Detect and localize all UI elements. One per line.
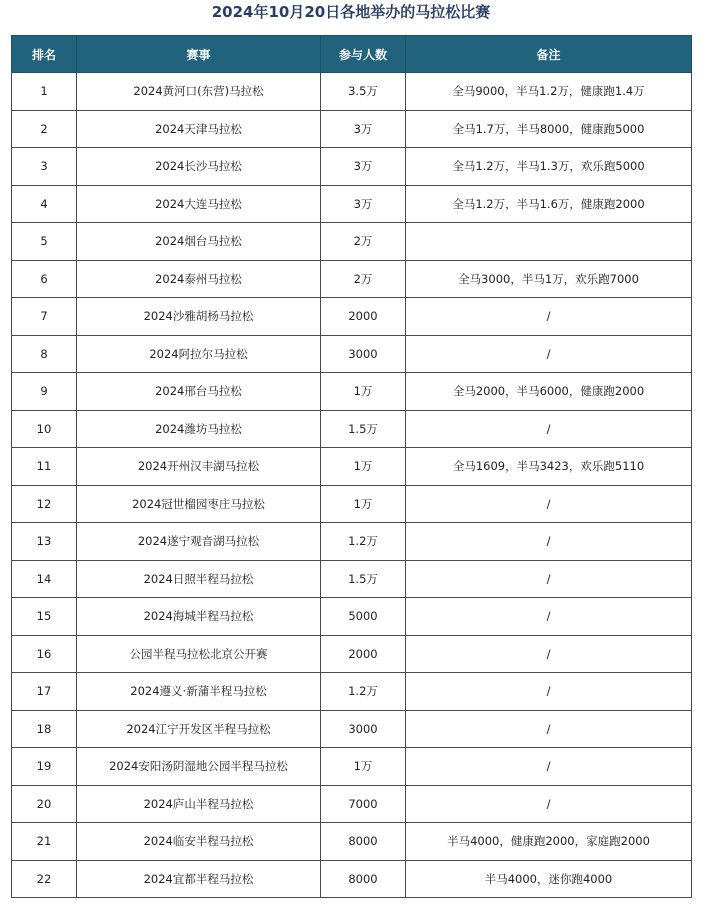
cell-notes: / bbox=[406, 335, 692, 373]
cell-participants: 8000 bbox=[321, 823, 406, 861]
table-row bbox=[12, 748, 692, 786]
table-row bbox=[12, 710, 692, 748]
cell-event: 公园半程马拉松北京公开赛 bbox=[77, 635, 321, 673]
table-row bbox=[12, 523, 692, 561]
cell-rank: 4 bbox=[12, 185, 77, 223]
cell-event: 2024天津马拉松 bbox=[77, 110, 321, 148]
cell-notes: / bbox=[406, 298, 692, 336]
cell-rank: 21 bbox=[12, 823, 77, 861]
cell-participants: 1万 bbox=[321, 485, 406, 523]
cell-event: 2024遵义·新蒲半程马拉松 bbox=[77, 673, 321, 711]
table-row bbox=[12, 823, 692, 861]
cell-participants: 3000 bbox=[321, 335, 406, 373]
table-row bbox=[12, 298, 692, 336]
cell-event: 2024邢台马拉松 bbox=[77, 373, 321, 411]
cell-rank: 8 bbox=[12, 335, 77, 373]
cell-rank: 2 bbox=[12, 110, 77, 148]
cell-participants: 3000 bbox=[321, 710, 406, 748]
cell-event: 2024安阳汤阴湿地公园半程马拉松 bbox=[77, 748, 321, 786]
cell-notes bbox=[406, 223, 692, 261]
cell-participants: 8000 bbox=[321, 860, 406, 898]
cell-rank: 5 bbox=[12, 223, 77, 261]
table-row bbox=[12, 73, 692, 111]
cell-participants: 2万 bbox=[321, 260, 406, 298]
cell-notes: / bbox=[406, 635, 692, 673]
column-header-participants: 参与人数 bbox=[321, 36, 406, 73]
cell-participants: 2万 bbox=[321, 223, 406, 261]
cell-notes: / bbox=[406, 598, 692, 636]
cell-notes: 半马4000，迷你跑4000 bbox=[406, 860, 692, 898]
column-header-event: 赛事 bbox=[77, 36, 321, 73]
cell-event: 2024庐山半程马拉松 bbox=[77, 785, 321, 823]
cell-participants: 1万 bbox=[321, 373, 406, 411]
cell-participants: 1万 bbox=[321, 748, 406, 786]
table-row bbox=[12, 560, 692, 598]
table-row bbox=[12, 110, 692, 148]
cell-event: 2024泰州马拉松 bbox=[77, 260, 321, 298]
cell-notes: 全马1.7万，半马8000，健康跑5000 bbox=[406, 110, 692, 148]
table-row bbox=[12, 185, 692, 223]
cell-participants: 3.5万 bbox=[321, 73, 406, 111]
cell-rank: 3 bbox=[12, 148, 77, 186]
cell-event: 2024大连马拉松 bbox=[77, 185, 321, 223]
page-title: 2024年10月20日各地举办的马拉松比赛 bbox=[211, 3, 491, 21]
cell-rank: 15 bbox=[12, 598, 77, 636]
cell-rank: 10 bbox=[12, 410, 77, 448]
cell-notes: / bbox=[406, 560, 692, 598]
table-row bbox=[12, 148, 692, 186]
table-row bbox=[12, 673, 692, 711]
cell-notes: / bbox=[406, 410, 692, 448]
cell-rank: 9 bbox=[12, 373, 77, 411]
cell-participants: 3万 bbox=[321, 185, 406, 223]
cell-notes: 半马4000，健康跑2000，家庭跑2000 bbox=[406, 823, 692, 861]
cell-rank: 16 bbox=[12, 635, 77, 673]
cell-event: 2024江宁开发区半程马拉松 bbox=[77, 710, 321, 748]
cell-rank: 12 bbox=[12, 485, 77, 523]
cell-notes: / bbox=[406, 673, 692, 711]
table-row bbox=[12, 635, 692, 673]
cell-event: 2024宜都半程马拉松 bbox=[77, 860, 321, 898]
table-row bbox=[12, 598, 692, 636]
cell-rank: 1 bbox=[12, 73, 77, 111]
cell-rank: 19 bbox=[12, 748, 77, 786]
cell-rank: 7 bbox=[12, 298, 77, 336]
cell-event: 2024日照半程马拉松 bbox=[77, 560, 321, 598]
cell-participants: 1.5万 bbox=[321, 560, 406, 598]
cell-rank: 13 bbox=[12, 523, 77, 561]
cell-event: 2024海城半程马拉松 bbox=[77, 598, 321, 636]
cell-notes: / bbox=[406, 748, 692, 786]
table-row bbox=[12, 860, 692, 898]
cell-event: 2024黄河口(东营)马拉松 bbox=[77, 73, 321, 111]
cell-participants: 5000 bbox=[321, 598, 406, 636]
cell-event: 2024开州汉丰湖马拉松 bbox=[77, 448, 321, 486]
cell-participants: 3万 bbox=[321, 110, 406, 148]
cell-event: 2024遂宁观音湖马拉松 bbox=[77, 523, 321, 561]
cell-participants: 2000 bbox=[321, 298, 406, 336]
cell-notes: / bbox=[406, 785, 692, 823]
table-header-row bbox=[12, 36, 692, 73]
table-row bbox=[12, 785, 692, 823]
cell-rank: 14 bbox=[12, 560, 77, 598]
cell-notes: 全马1.2万，半马1.6万，健康跑2000 bbox=[406, 185, 692, 223]
cell-event: 2024潍坊马拉松 bbox=[77, 410, 321, 448]
table-row bbox=[12, 260, 692, 298]
table-body bbox=[12, 73, 692, 898]
cell-event: 2024冠世榴园枣庄马拉松 bbox=[77, 485, 321, 523]
cell-participants: 7000 bbox=[321, 785, 406, 823]
column-header-rank: 排名 bbox=[12, 36, 77, 73]
cell-event: 2024沙雅胡杨马拉松 bbox=[77, 298, 321, 336]
cell-notes: / bbox=[406, 485, 692, 523]
marathon-table bbox=[11, 35, 692, 898]
cell-notes: 全马3000，半马1万，欢乐跑7000 bbox=[406, 260, 692, 298]
cell-notes: 全马2000，半马6000，健康跑2000 bbox=[406, 373, 692, 411]
cell-participants: 3万 bbox=[321, 148, 406, 186]
cell-rank: 6 bbox=[12, 260, 77, 298]
table-row bbox=[12, 485, 692, 523]
cell-participants: 1万 bbox=[321, 448, 406, 486]
cell-event: 2024长沙马拉松 bbox=[77, 148, 321, 186]
cell-event: 2024阿拉尔马拉松 bbox=[77, 335, 321, 373]
cell-rank: 18 bbox=[12, 710, 77, 748]
cell-rank: 20 bbox=[12, 785, 77, 823]
cell-notes: 全马1.2万，半马1.3万，欢乐跑5000 bbox=[406, 148, 692, 186]
cell-rank: 17 bbox=[12, 673, 77, 711]
table-row bbox=[12, 223, 692, 261]
cell-notes: 全马9000，半马1.2万，健康跑1.4万 bbox=[406, 73, 692, 111]
cell-notes: / bbox=[406, 523, 692, 561]
cell-notes: / bbox=[406, 710, 692, 748]
cell-event: 2024烟台马拉松 bbox=[77, 223, 321, 261]
cell-rank: 22 bbox=[12, 860, 77, 898]
cell-notes: 全马1609，半马3423，欢乐跑5110 bbox=[406, 448, 692, 486]
table-row bbox=[12, 410, 692, 448]
table-row bbox=[12, 335, 692, 373]
cell-participants: 1.2万 bbox=[321, 523, 406, 561]
table-row bbox=[12, 448, 692, 486]
cell-participants: 2000 bbox=[321, 635, 406, 673]
cell-participants: 1.2万 bbox=[321, 673, 406, 711]
column-header-notes: 备注 bbox=[406, 36, 692, 73]
cell-event: 2024临安半程马拉松 bbox=[77, 823, 321, 861]
cell-rank: 11 bbox=[12, 448, 77, 486]
cell-participants: 1.5万 bbox=[321, 410, 406, 448]
table-row bbox=[12, 373, 692, 411]
